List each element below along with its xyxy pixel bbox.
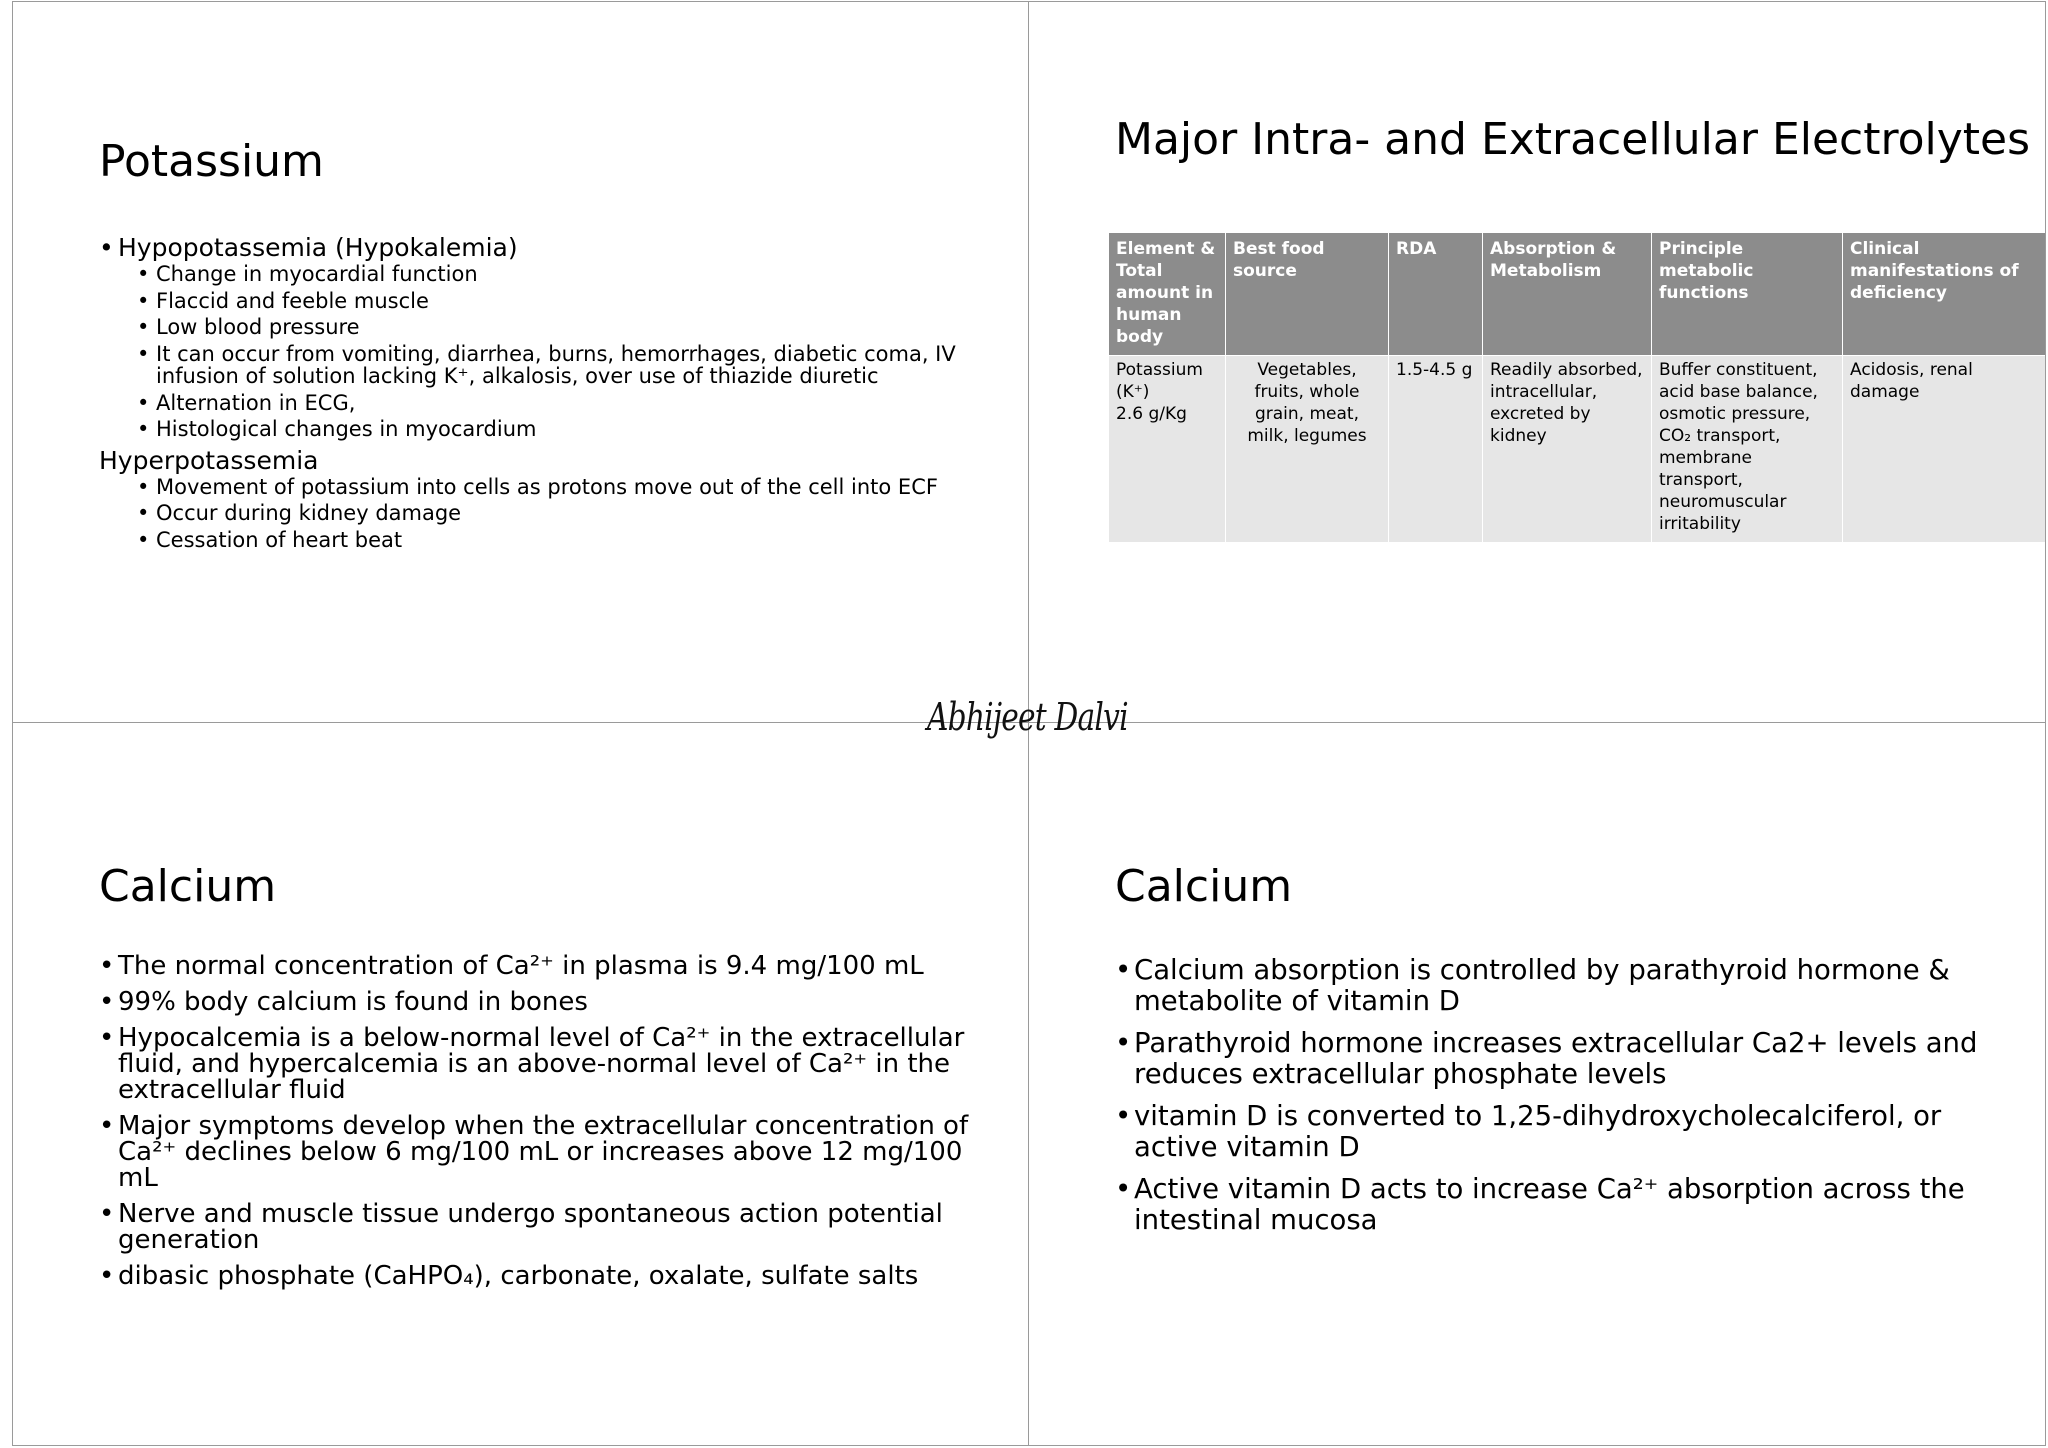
list-item: • Parathyroid hormone increases extracellular Ca2+ levels and reduces extracellular phosphate levels <box>1115 1028 2015 1090</box>
list-item: • Active vitamin D acts to increase Ca²⁺ absorption across the intestinal mucosa <box>1115 1174 2015 1236</box>
list-item: • Movement of potassium into cells as protons move out of the cell into ECF <box>137 476 999 499</box>
slide-electrolytes <box>1028 1 2046 723</box>
slide-title: Calcium <box>99 861 277 912</box>
list-item: • Flaccid and feeble muscle <box>137 290 999 313</box>
list-item: • Occur during kidney damage <box>137 502 999 525</box>
slide-content <box>99 232 999 555</box>
slide-calcium-1 <box>12 722 1030 1446</box>
table-row <box>1109 356 2047 543</box>
list-item: • vitamin D is converted to 1,25-dihydroxycholecalciferol, or active vitamin D <box>1115 1101 2015 1163</box>
calcium-facts-list <box>99 953 999 1299</box>
slide-title: Calcium <box>1115 861 1293 912</box>
calcium-regulation-list <box>1115 955 2015 1247</box>
element-name: Potassium <box>1116 360 1203 380</box>
list-item: • Cessation of heart beat <box>137 529 999 552</box>
list-item: • Histological changes in myocardium <box>137 418 999 441</box>
slide-calcium-2 <box>1028 722 2046 1446</box>
column-header: Principle metabolic functions <box>1652 233 1843 356</box>
cell-functions: Buffer constituent, acid base balance, osmotic pressure, CO₂ transport, membrane transport, neuromuscular irritability <box>1652 356 1843 543</box>
heading-hyperpotassemia: Hyperpotassemia <box>99 445 319 475</box>
slide-title: Major Intra- and Extracellular Electrolytes <box>1115 114 2031 165</box>
list-item: • Nerve and muscle tissue undergo spontaneous action potential generation <box>99 1201 999 1253</box>
element-amount: 2.6 g/Kg <box>1116 404 1187 424</box>
list-item: • Change in myocardial function <box>137 263 999 286</box>
list-item: • Hypocalcemia is a below-normal level of Ca²⁺ in the extracellular fluid, and hypercalcemia is an above-normal level of Ca²⁺ in the extracellular fluid <box>99 1025 999 1103</box>
column-header: RDA <box>1389 233 1483 356</box>
column-header: Clinical manifestations of deficiency <box>1843 233 2047 356</box>
cell-rda: 1.5-4.5 g <box>1389 356 1483 543</box>
column-header: Element & Total amount in human body <box>1109 233 1226 356</box>
slide-title: Potassium <box>99 136 324 187</box>
electrolytes-table <box>1108 232 2046 543</box>
column-header: Absorption & Metabolism <box>1483 233 1652 356</box>
hypokalemia-list <box>137 263 999 441</box>
cell-deficiency: Acidosis, renal damage <box>1843 356 2047 543</box>
hyperpotassemia-list <box>137 476 999 552</box>
slide-potassium <box>12 1 1030 723</box>
cell-absorption: Readily absorbed, intracellular, excreted by kidney <box>1483 356 1652 543</box>
list-item: • Major symptoms develop when the extracellular concentration of Ca²⁺ declines below 6 mg/100 mL or increases above 12 mg/100 mL <box>99 1113 999 1191</box>
list-item: • Low blood pressure <box>137 316 999 339</box>
table-header-row <box>1109 233 2047 356</box>
list-item: • 99% body calcium is found in bones <box>99 989 999 1015</box>
element-symbol: (K⁺) <box>1116 382 1150 402</box>
cell-food-source: Vegetables, fruits, whole grain, meat, milk, legumes <box>1226 356 1389 543</box>
author-watermark: Abhijeet Dalvi <box>927 695 1128 739</box>
cell-element <box>1109 356 1226 543</box>
bullet-heading-hypokalemia: • Hypopotassemia (Hypokalemia) <box>99 232 999 263</box>
list-item: • Alternation in ECG, <box>137 392 999 415</box>
column-header: Best food source <box>1226 233 1389 356</box>
list-item: • Calcium absorption is controlled by parathyroid hormone & metabolite of vitamin D <box>1115 955 2015 1017</box>
list-item: • dibasic phosphate (CaHPO₄), carbonate, oxalate, sulfate salts <box>99 1263 999 1289</box>
list-item: • The normal concentration of Ca²⁺ in plasma is 9.4 mg/100 mL <box>99 953 999 979</box>
list-item: • It can occur from vomiting, diarrhea, burns, hemorrhages, diabetic coma, IV infusion of solution lacking K⁺, alkalosis, over use of thiazide diuretic <box>137 343 999 388</box>
